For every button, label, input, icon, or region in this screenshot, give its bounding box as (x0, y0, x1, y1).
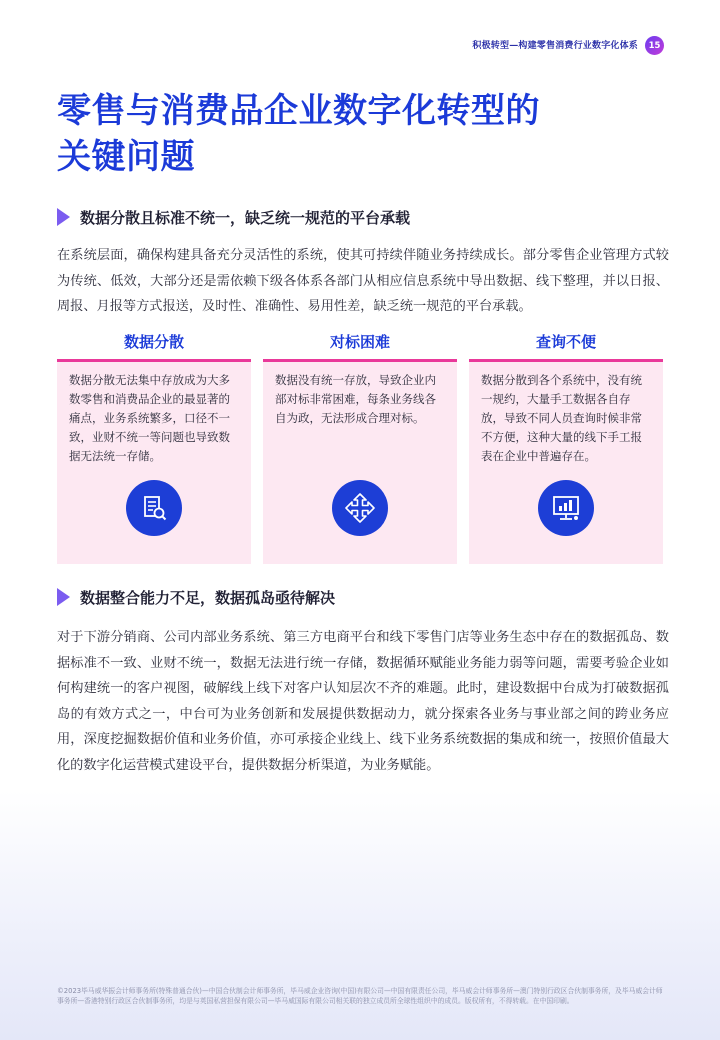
issue-card-title: 查询不便 (535, 333, 596, 351)
issue-card-title: 数据分散 (123, 333, 184, 351)
issue-card-benchmark-difficult (263, 330, 457, 564)
page-title-line-2: 关键问题 (57, 137, 195, 177)
issue-card-title: 对标困难 (329, 333, 390, 351)
page-title-line-1: 零售与消费品企业数字化转型的 (57, 91, 540, 131)
cross-arrows-icon (332, 480, 388, 536)
issue-card-body (57, 362, 251, 564)
issue-card-text: 数据分散到各个系统中，没有统一规约，大量手工数据各自存放，导致不同人员查询时候非常不方便，这种大量的线下手工报表在企业中普遍存在。 (481, 373, 642, 463)
document-search-icon (126, 480, 182, 536)
issue-card-data-scattered (57, 330, 251, 564)
issue-columns (57, 330, 663, 564)
issue-card-body (263, 362, 457, 564)
running-header: 积极转型—构建零售消费行业数字化体系 (472, 41, 638, 51)
triangle-bullet-icon (57, 588, 70, 606)
triangle-bullet-icon (57, 208, 70, 226)
section-2-paragraph: 对于下游分销商、公司内部业务系统、第三方电商平台和线下零售门店等业务生态中存在的数据孤岛、数据标准不一致、业财不统一，数据无法进行统一存储，数据循环赋能业务能力弱等问题，需要考验企业如何构建统一的客户视图，破解线上线下对客户认知层次不齐的难题。此时，建设数据中台成为打破数据孤岛的有效方式之一，中台可为业务创新和发展提供数据动力，就分探索各业务与事业部之间的跨业务应用，深度挖掘数据价值和业务价值，亦可承接企业线上、线下业务系统数据的集成和统一，按照价值最大化的数字化运营模式建设平台，提供数据分析渠道，为业务赋能。 (57, 630, 669, 773)
page-title (57, 88, 667, 180)
monitor-chart-icon (538, 480, 594, 536)
page-number-badge: 15 (645, 36, 664, 55)
issue-card-body (469, 362, 663, 564)
footer-copyright: ©2023毕马威华振会计师事务所(特殊普通合伙)—中国合伙制会计师事务所，毕马威企业咨询(中国)有限公司—中国有限责任公司，毕马威会计师事务所—澳门特别行政区合伙制事务所，及毕马威会计师事务所—香港特别行政区合伙制事务所，均是与英国私营担保有限公司—毕马威国际有限公司相关联的独立成员所全球性组织中的成员。版权所有，不得转载。在中国印刷。 (57, 987, 663, 1005)
section-1-heading-text: 数据分散且标准不统一，缺乏统一规范的平台承载 (80, 208, 411, 227)
issue-card-text: 数据分散无法集中存放成为大多数零售和消费品企业的最显著的痛点，业务系统繁多，口径不一致，业财不统一等问题也导致数据无法统一存储。 (69, 373, 230, 463)
issue-card-query-inconvenient (469, 330, 663, 564)
section-2-heading (57, 586, 335, 608)
section-2-heading-text: 数据整合能力不足，数据孤岛亟待解决 (80, 588, 336, 607)
issue-card-text: 数据没有统一存放，导致企业内部对标非常困难，每条业务线各自为政，无法形成合理对标。 (275, 373, 436, 425)
section-1-heading (57, 206, 410, 228)
section-1-paragraph: 在系统层面，确保构建具备充分灵活性的系统，使其可持续伴随业务持续成长。部分零售企业管理方式较为传统、低效，大部分还是需依赖下级各体系各部门从相应信息系统中导出数据、线下整理，并以日报、周报、月报等方式报送，及时性、准确性、易用性差，缺乏统一规范的平台承载。 (57, 248, 669, 314)
